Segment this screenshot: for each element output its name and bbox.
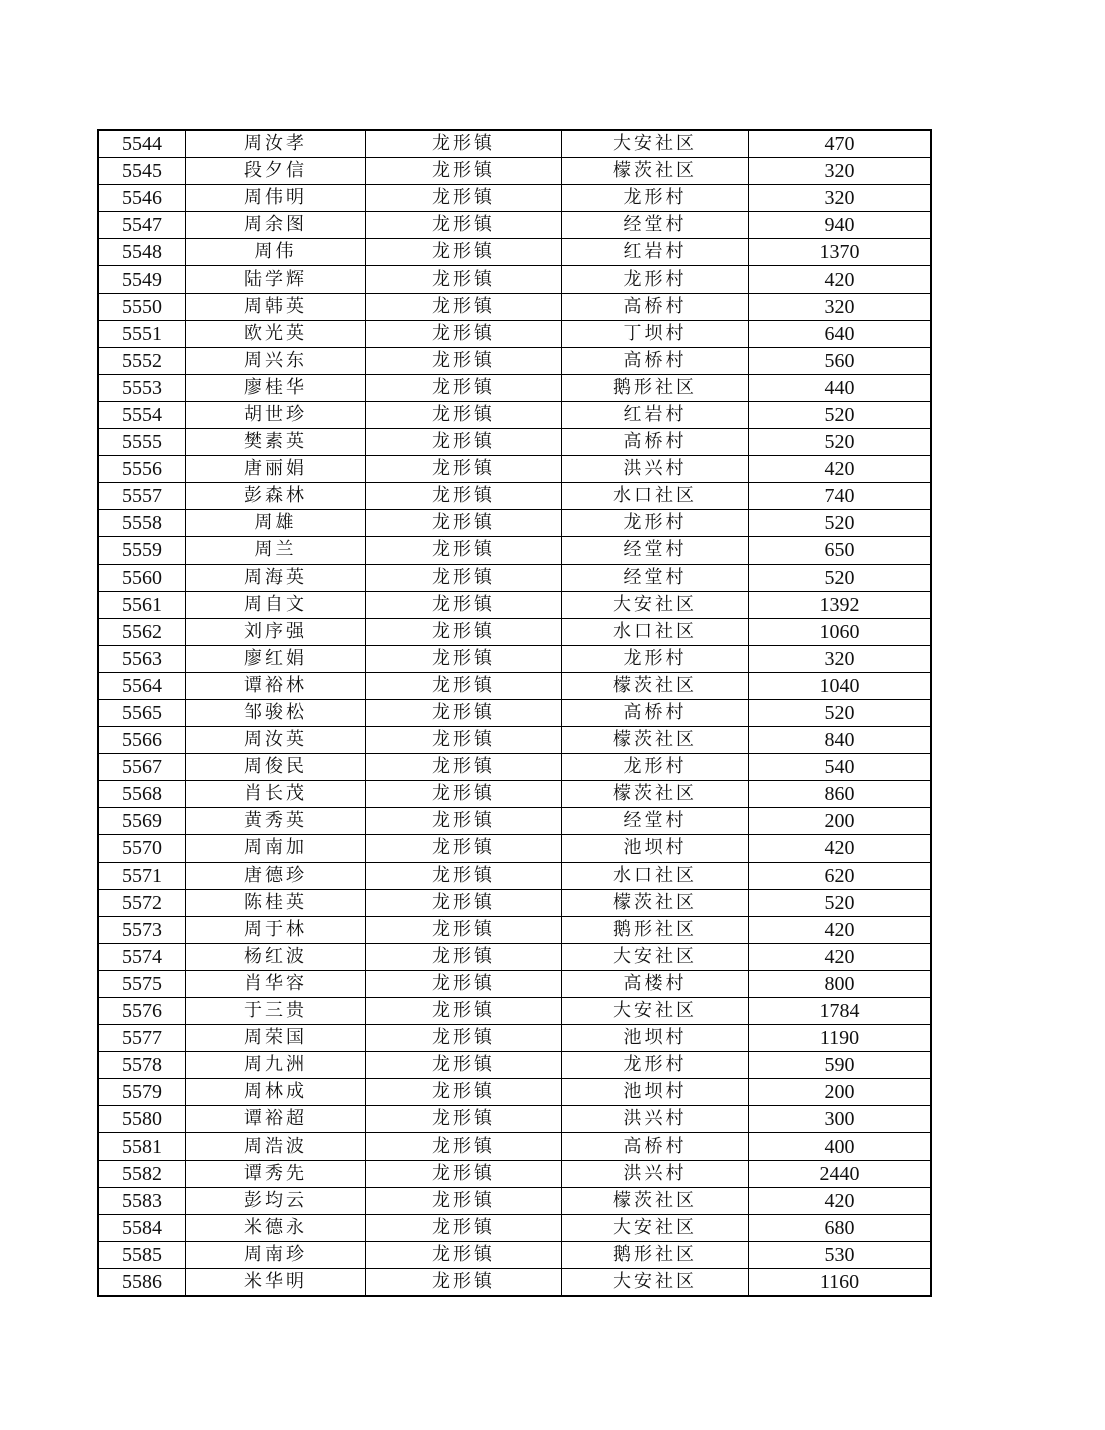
village-cell: 龙形村 <box>562 1052 749 1079</box>
person-name-cell: 周兰 <box>186 537 366 564</box>
person-name-cell: 谭秀先 <box>186 1160 366 1187</box>
table-row <box>98 1052 931 1079</box>
village-cell: 大安社区 <box>562 1268 749 1296</box>
amount-cell: 650 <box>749 537 932 564</box>
subsidy-table <box>97 129 932 1297</box>
table-row <box>98 998 931 1025</box>
town-cell: 龙形镇 <box>366 699 562 726</box>
amount-cell: 420 <box>749 943 932 970</box>
village-cell: 洪兴村 <box>562 1160 749 1187</box>
town-cell: 龙形镇 <box>366 185 562 212</box>
village-cell: 高楼村 <box>562 970 749 997</box>
row-number-cell: 5556 <box>98 456 186 483</box>
town-cell: 龙形镇 <box>366 456 562 483</box>
row-number-cell: 5574 <box>98 943 186 970</box>
town-cell: 龙形镇 <box>366 483 562 510</box>
village-cell: 大安社区 <box>562 591 749 618</box>
person-name-cell: 谭裕超 <box>186 1106 366 1133</box>
table-row <box>98 401 931 428</box>
village-cell: 檬茨社区 <box>562 781 749 808</box>
table-row <box>98 754 931 781</box>
town-cell: 龙形镇 <box>366 1241 562 1268</box>
table-row <box>98 347 931 374</box>
person-name-cell: 刘序强 <box>186 618 366 645</box>
table-row <box>98 781 931 808</box>
person-name-cell: 周九洲 <box>186 1052 366 1079</box>
amount-cell: 320 <box>749 158 932 185</box>
person-name-cell: 欧光英 <box>186 320 366 347</box>
row-number-cell: 5562 <box>98 618 186 645</box>
town-cell: 龙形镇 <box>366 754 562 781</box>
table-row <box>98 835 931 862</box>
amount-cell: 320 <box>749 293 932 320</box>
table-row <box>98 456 931 483</box>
row-number-cell: 5546 <box>98 185 186 212</box>
row-number-cell: 5557 <box>98 483 186 510</box>
amount-cell: 1040 <box>749 672 932 699</box>
town-cell: 龙形镇 <box>366 1268 562 1296</box>
town-cell: 龙形镇 <box>366 293 562 320</box>
town-cell: 龙形镇 <box>366 1160 562 1187</box>
town-cell: 龙形镇 <box>366 374 562 401</box>
row-number-cell: 5558 <box>98 510 186 537</box>
village-cell: 鹅形社区 <box>562 1241 749 1268</box>
village-cell: 高桥村 <box>562 699 749 726</box>
table-row <box>98 916 931 943</box>
person-name-cell: 谭裕林 <box>186 672 366 699</box>
table-row <box>98 862 931 889</box>
village-cell: 大安社区 <box>562 943 749 970</box>
amount-cell: 560 <box>749 347 932 374</box>
village-cell: 大安社区 <box>562 130 749 158</box>
table-row <box>98 727 931 754</box>
row-number-cell: 5585 <box>98 1241 186 1268</box>
amount-cell: 520 <box>749 401 932 428</box>
row-number-cell: 5549 <box>98 266 186 293</box>
town-cell: 龙形镇 <box>366 564 562 591</box>
village-cell: 檬茨社区 <box>562 158 749 185</box>
village-cell: 经堂村 <box>562 564 749 591</box>
amount-cell: 740 <box>749 483 932 510</box>
row-number-cell: 5582 <box>98 1160 186 1187</box>
amount-cell: 520 <box>749 699 932 726</box>
amount-cell: 530 <box>749 1241 932 1268</box>
amount-cell: 1392 <box>749 591 932 618</box>
amount-cell: 860 <box>749 781 932 808</box>
village-cell: 洪兴村 <box>562 456 749 483</box>
row-number-cell: 5571 <box>98 862 186 889</box>
person-name-cell: 周南珍 <box>186 1241 366 1268</box>
row-number-cell: 5572 <box>98 889 186 916</box>
village-cell: 高桥村 <box>562 429 749 456</box>
town-cell: 龙形镇 <box>366 320 562 347</box>
table-row <box>98 1187 931 1214</box>
village-cell: 龙形村 <box>562 754 749 781</box>
village-cell: 龙形村 <box>562 266 749 293</box>
amount-cell: 940 <box>749 212 932 239</box>
amount-cell: 840 <box>749 727 932 754</box>
table-row <box>98 970 931 997</box>
village-cell: 高桥村 <box>562 347 749 374</box>
person-name-cell: 邹骏松 <box>186 699 366 726</box>
person-name-cell: 樊素英 <box>186 429 366 456</box>
town-cell: 龙形镇 <box>366 943 562 970</box>
row-number-cell: 5586 <box>98 1268 186 1296</box>
table-row <box>98 185 931 212</box>
table-row <box>98 537 931 564</box>
row-number-cell: 5575 <box>98 970 186 997</box>
village-cell: 鹅形社区 <box>562 916 749 943</box>
row-number-cell: 5564 <box>98 672 186 699</box>
row-number-cell: 5577 <box>98 1025 186 1052</box>
amount-cell: 400 <box>749 1133 932 1160</box>
row-number-cell: 5563 <box>98 645 186 672</box>
amount-cell: 520 <box>749 510 932 537</box>
person-name-cell: 周俊民 <box>186 754 366 781</box>
village-cell: 池坝村 <box>562 835 749 862</box>
town-cell: 龙形镇 <box>366 998 562 1025</box>
row-number-cell: 5560 <box>98 564 186 591</box>
table-row <box>98 320 931 347</box>
village-cell: 檬茨社区 <box>562 1187 749 1214</box>
amount-cell: 420 <box>749 916 932 943</box>
village-cell: 洪兴村 <box>562 1106 749 1133</box>
amount-cell: 640 <box>749 320 932 347</box>
village-cell: 大安社区 <box>562 998 749 1025</box>
person-name-cell: 周韩英 <box>186 293 366 320</box>
table-row <box>98 672 931 699</box>
person-name-cell: 廖红娟 <box>186 645 366 672</box>
person-name-cell: 米德永 <box>186 1214 366 1241</box>
person-name-cell: 周浩波 <box>186 1133 366 1160</box>
amount-cell: 420 <box>749 456 932 483</box>
table-row <box>98 1214 931 1241</box>
table-row <box>98 808 931 835</box>
row-number-cell: 5570 <box>98 835 186 862</box>
village-cell: 龙形村 <box>562 185 749 212</box>
person-name-cell: 黄秀英 <box>186 808 366 835</box>
town-cell: 龙形镇 <box>366 347 562 374</box>
town-cell: 龙形镇 <box>366 1106 562 1133</box>
person-name-cell: 米华明 <box>186 1268 366 1296</box>
town-cell: 龙形镇 <box>366 672 562 699</box>
table-row <box>98 1025 931 1052</box>
row-number-cell: 5555 <box>98 429 186 456</box>
table-body <box>98 130 931 1296</box>
amount-cell: 420 <box>749 1187 932 1214</box>
person-name-cell: 廖桂华 <box>186 374 366 401</box>
row-number-cell: 5567 <box>98 754 186 781</box>
table-row <box>98 1133 931 1160</box>
village-cell: 檬茨社区 <box>562 727 749 754</box>
village-cell: 经堂村 <box>562 808 749 835</box>
town-cell: 龙形镇 <box>366 781 562 808</box>
town-cell: 龙形镇 <box>366 1187 562 1214</box>
village-cell: 檬茨社区 <box>562 889 749 916</box>
table-row <box>98 212 931 239</box>
row-number-cell: 5552 <box>98 347 186 374</box>
amount-cell: 200 <box>749 1079 932 1106</box>
amount-cell: 520 <box>749 564 932 591</box>
row-number-cell: 5568 <box>98 781 186 808</box>
person-name-cell: 彭森林 <box>186 483 366 510</box>
table-row <box>98 645 931 672</box>
village-cell: 水口社区 <box>562 862 749 889</box>
row-number-cell: 5573 <box>98 916 186 943</box>
village-cell: 经堂村 <box>562 212 749 239</box>
table-row <box>98 699 931 726</box>
row-number-cell: 5559 <box>98 537 186 564</box>
village-cell: 檬茨社区 <box>562 672 749 699</box>
village-cell: 丁坝村 <box>562 320 749 347</box>
amount-cell: 520 <box>749 429 932 456</box>
amount-cell: 1060 <box>749 618 932 645</box>
town-cell: 龙形镇 <box>366 1025 562 1052</box>
town-cell: 龙形镇 <box>366 212 562 239</box>
row-number-cell: 5569 <box>98 808 186 835</box>
row-number-cell: 5561 <box>98 591 186 618</box>
town-cell: 龙形镇 <box>366 130 562 158</box>
amount-cell: 620 <box>749 862 932 889</box>
table-row <box>98 943 931 970</box>
row-number-cell: 5565 <box>98 699 186 726</box>
village-cell: 红岩村 <box>562 239 749 266</box>
person-name-cell: 周海英 <box>186 564 366 591</box>
row-number-cell: 5580 <box>98 1106 186 1133</box>
town-cell: 龙形镇 <box>366 158 562 185</box>
town-cell: 龙形镇 <box>366 889 562 916</box>
town-cell: 龙形镇 <box>366 1133 562 1160</box>
table-row <box>98 429 931 456</box>
table-row <box>98 158 931 185</box>
town-cell: 龙形镇 <box>366 239 562 266</box>
amount-cell: 470 <box>749 130 932 158</box>
row-number-cell: 5581 <box>98 1133 186 1160</box>
village-cell: 水口社区 <box>562 618 749 645</box>
town-cell: 龙形镇 <box>366 835 562 862</box>
village-cell: 池坝村 <box>562 1025 749 1052</box>
town-cell: 龙形镇 <box>366 510 562 537</box>
row-number-cell: 5544 <box>98 130 186 158</box>
table-row <box>98 618 931 645</box>
amount-cell: 2440 <box>749 1160 932 1187</box>
person-name-cell: 周伟明 <box>186 185 366 212</box>
person-name-cell: 周汝英 <box>186 727 366 754</box>
village-cell: 龙形村 <box>562 645 749 672</box>
town-cell: 龙形镇 <box>366 266 562 293</box>
row-number-cell: 5551 <box>98 320 186 347</box>
town-cell: 龙形镇 <box>366 970 562 997</box>
table-row <box>98 239 931 266</box>
person-name-cell: 唐丽娟 <box>186 456 366 483</box>
amount-cell: 420 <box>749 835 932 862</box>
row-number-cell: 5583 <box>98 1187 186 1214</box>
row-number-cell: 5545 <box>98 158 186 185</box>
table-row <box>98 510 931 537</box>
amount-cell: 1160 <box>749 1268 932 1296</box>
table-row <box>98 564 931 591</box>
person-name-cell: 周自文 <box>186 591 366 618</box>
person-name-cell: 周兴东 <box>186 347 366 374</box>
person-name-cell: 唐德珍 <box>186 862 366 889</box>
table-row <box>98 889 931 916</box>
person-name-cell: 段夕信 <box>186 158 366 185</box>
row-number-cell: 5547 <box>98 212 186 239</box>
village-cell: 水口社区 <box>562 483 749 510</box>
person-name-cell: 周林成 <box>186 1079 366 1106</box>
town-cell: 龙形镇 <box>366 618 562 645</box>
village-cell: 红岩村 <box>562 401 749 428</box>
amount-cell: 1190 <box>749 1025 932 1052</box>
amount-cell: 540 <box>749 754 932 781</box>
person-name-cell: 彭均云 <box>186 1187 366 1214</box>
town-cell: 龙形镇 <box>366 727 562 754</box>
town-cell: 龙形镇 <box>366 537 562 564</box>
table-row <box>98 266 931 293</box>
person-name-cell: 于三贵 <box>186 998 366 1025</box>
person-name-cell: 肖华容 <box>186 970 366 997</box>
village-cell: 大安社区 <box>562 1214 749 1241</box>
row-number-cell: 5576 <box>98 998 186 1025</box>
table-row <box>98 1268 931 1296</box>
table-row <box>98 1241 931 1268</box>
person-name-cell: 周南加 <box>186 835 366 862</box>
amount-cell: 520 <box>749 889 932 916</box>
person-name-cell: 周荣国 <box>186 1025 366 1052</box>
amount-cell: 320 <box>749 645 932 672</box>
row-number-cell: 5578 <box>98 1052 186 1079</box>
person-name-cell: 周伟 <box>186 239 366 266</box>
town-cell: 龙形镇 <box>366 401 562 428</box>
person-name-cell: 陈桂英 <box>186 889 366 916</box>
person-name-cell: 杨红波 <box>186 943 366 970</box>
table-row <box>98 483 931 510</box>
amount-cell: 420 <box>749 266 932 293</box>
town-cell: 龙形镇 <box>366 591 562 618</box>
amount-cell: 590 <box>749 1052 932 1079</box>
village-cell: 龙形村 <box>562 510 749 537</box>
table-row <box>98 1106 931 1133</box>
town-cell: 龙形镇 <box>366 645 562 672</box>
table-row <box>98 591 931 618</box>
row-number-cell: 5553 <box>98 374 186 401</box>
person-name-cell: 周雄 <box>186 510 366 537</box>
town-cell: 龙形镇 <box>366 1079 562 1106</box>
person-name-cell: 陆学辉 <box>186 266 366 293</box>
amount-cell: 1370 <box>749 239 932 266</box>
amount-cell: 200 <box>749 808 932 835</box>
town-cell: 龙形镇 <box>366 429 562 456</box>
table-row <box>98 374 931 401</box>
table-row <box>98 1160 931 1187</box>
row-number-cell: 5566 <box>98 727 186 754</box>
person-name-cell: 肖长茂 <box>186 781 366 808</box>
town-cell: 龙形镇 <box>366 808 562 835</box>
person-name-cell: 周余图 <box>186 212 366 239</box>
amount-cell: 320 <box>749 185 932 212</box>
table-row <box>98 130 931 158</box>
village-cell: 池坝村 <box>562 1079 749 1106</box>
row-number-cell: 5550 <box>98 293 186 320</box>
town-cell: 龙形镇 <box>366 862 562 889</box>
table-row <box>98 1079 931 1106</box>
amount-cell: 800 <box>749 970 932 997</box>
village-cell: 经堂村 <box>562 537 749 564</box>
village-cell: 高桥村 <box>562 1133 749 1160</box>
person-name-cell: 周汝孝 <box>186 130 366 158</box>
village-cell: 鹅形社区 <box>562 374 749 401</box>
amount-cell: 1784 <box>749 998 932 1025</box>
row-number-cell: 5579 <box>98 1079 186 1106</box>
town-cell: 龙形镇 <box>366 916 562 943</box>
row-number-cell: 5584 <box>98 1214 186 1241</box>
amount-cell: 680 <box>749 1214 932 1241</box>
person-name-cell: 胡世珍 <box>186 401 366 428</box>
table-row <box>98 293 931 320</box>
row-number-cell: 5554 <box>98 401 186 428</box>
row-number-cell: 5548 <box>98 239 186 266</box>
person-name-cell: 周于林 <box>186 916 366 943</box>
town-cell: 龙形镇 <box>366 1052 562 1079</box>
town-cell: 龙形镇 <box>366 1214 562 1241</box>
amount-cell: 300 <box>749 1106 932 1133</box>
village-cell: 高桥村 <box>562 293 749 320</box>
amount-cell: 440 <box>749 374 932 401</box>
